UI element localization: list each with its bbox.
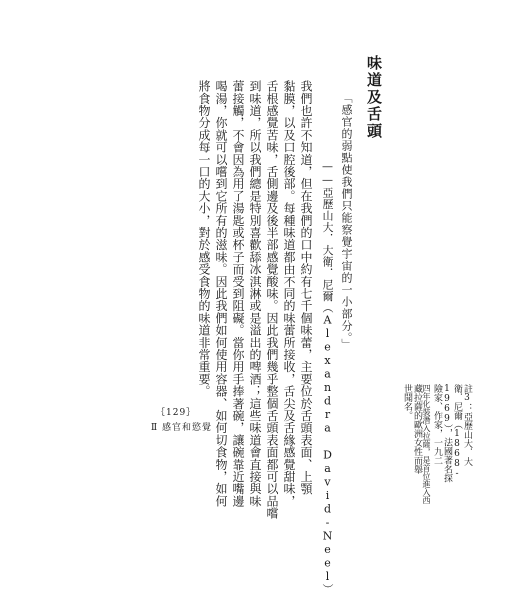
- body-column: 我們也許不知道，但在我們的口中約有七千個味蕾，主要位於舌頭表面、上顎: [299, 80, 313, 495]
- body-column: 蕾接觸，不會因為用了湯匙或杯子而受到阻礙。當你用手捧著碗，讓碗靠近嘴邊: [231, 80, 245, 507]
- epigraph-quote: 「感官的弱點使我們只能察覺宇宙的一小部分。」: [340, 92, 353, 351]
- running-head: Ⅱ 感官和慾覺: [151, 423, 212, 433]
- footnote-line: 衛．尼爾（1868-: [452, 384, 462, 479]
- footnote-line: 1969），法國著名探: [442, 384, 452, 483]
- footnote-line: 險家、作家，一九二: [432, 384, 442, 465]
- body-column: 黏膜，以及口腔後部。每種味道都由不同的味蕾所接收，舌尖及舌緣感覺甜味，: [282, 80, 296, 507]
- footnote-line: 四年化裝潛入拉薩，是首位進入西: [422, 384, 431, 504]
- page-number: ｛129｝: [156, 408, 197, 418]
- footnote-line: 藏拉薩的歐洲女性而舉: [412, 384, 422, 474]
- body-column: 舌根感覺苦味，舌側邊及後半部感覺酸味。因此我們幾乎整個舌頭表面都可以品嚐: [265, 80, 279, 520]
- body-column: 到味道，所以我們總是特別喜歡舔冰淇淋或是溢出的啤酒；這些味道會直接與味: [248, 80, 262, 507]
- body-column: 喝湯，你就可以嚐到它所有的滋味。因此我們如何使用容器、如何切食物，如何: [214, 80, 228, 507]
- footnote-line: 註3：亞歷山大．大: [462, 384, 472, 466]
- section-title: 味道及舌頭: [365, 55, 383, 140]
- body-column: 將食物分成每一口的大小，對於感受食物的味道非常重要。: [197, 80, 211, 398]
- epigraph-attribution: ——亞歷山大．大衛．尼爾（Alexandra David-Neel）: [321, 160, 334, 595]
- footnote-line: 世聞名。: [402, 384, 412, 420]
